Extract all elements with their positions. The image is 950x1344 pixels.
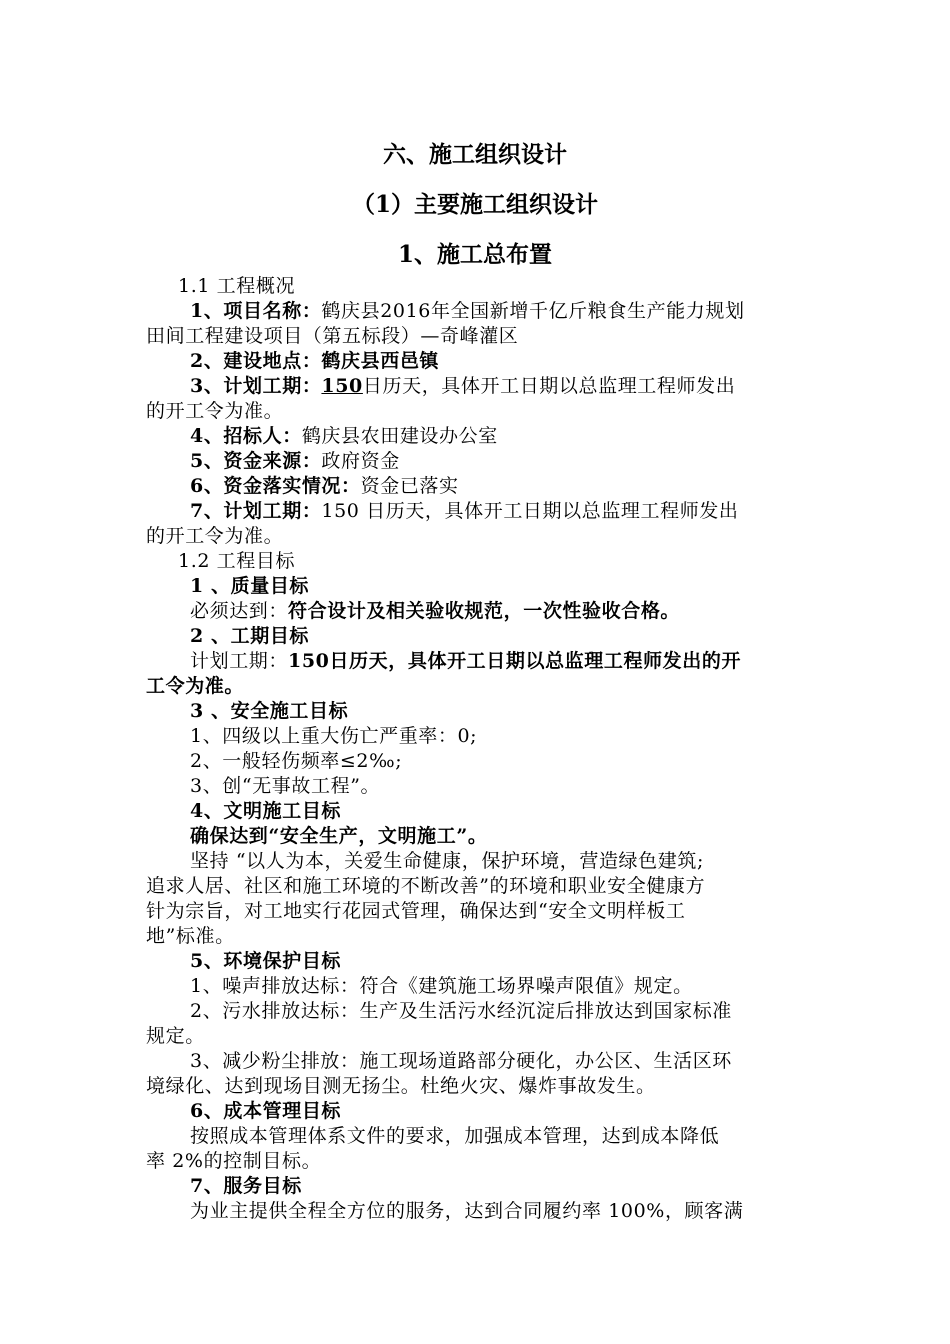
item-value: 150 日历天，具体开工日期以总监理工程师发出: [321, 500, 739, 522]
item-value: 资金已落实: [360, 475, 459, 497]
item-label: 3、计划工期：: [190, 375, 322, 397]
goal-schedule-title: 2 、工期目标: [190, 625, 310, 647]
goal-env-line-2: 2、污水排放达标：生产及生活污水经沉淀后排放达到国家标准: [190, 1000, 732, 1022]
goal-safety-line-3: 3、创“无事故工程”。: [190, 775, 381, 797]
item-label: 4、招标人：: [190, 425, 302, 447]
item-schedule: [190, 374, 735, 399]
heading-1-2: 1.2 工程目标: [178, 550, 296, 572]
item-project-name: [190, 299, 745, 324]
goal-civil-para-2: 追求人居、社区和施工环境的不断改善”的环境和职业安全健康方: [146, 875, 706, 897]
goal-value: 150日历天，具体开工日期以总监理工程师发出的开: [288, 650, 742, 672]
item-label: 1、项目名称：: [190, 300, 322, 322]
goal-prefix: 必须达到：: [190, 600, 289, 622]
goal-schedule-text-cont: 工令为准。: [146, 675, 245, 697]
goal-safety-title: 3 、安全施工目标: [190, 700, 349, 722]
item-fund-source: [190, 449, 400, 474]
goal-service-line-1: 为业主提供全程全方位的服务，达到合同履约率 100%，顾客满: [190, 1200, 744, 1222]
item-schedule-2: [190, 499, 739, 524]
goal-prefix: 计划工期：: [190, 650, 289, 672]
goal-env-line-3: 3、减少粉尘排放：施工现场道路部分硬化，办公区、生活区环: [190, 1050, 732, 1072]
heading-1-1: 1.1 工程概况: [178, 275, 296, 297]
goal-env-line-1: 1、噪声排放达标：符合《建筑施工场界噪声限值》规定。: [190, 975, 693, 997]
item-label: 7、计划工期：: [190, 500, 322, 522]
item-value: 鹤庆县西邑镇: [321, 350, 440, 372]
goal-value: 符合设计及相关验收规范，一次性验收合格。: [288, 600, 681, 622]
item-project-name-cont: 田间工程建设项目（第五标段）—奇峰灌区: [146, 325, 519, 347]
goal-civil-title: 4、文明施工目标: [190, 800, 342, 822]
goal-cost-line-1: 按照成本管理体系文件的要求，加强成本管理，达到成本降低: [190, 1125, 720, 1147]
item-label: 6、资金落实情况：: [190, 475, 361, 497]
goal-cost-line-2: 率 2%的控制目标。: [146, 1150, 322, 1172]
goal-env-title: 5、环境保护目标: [190, 950, 342, 972]
goal-safety-line-1: 1、四级以上重大伤亡严重率：0;: [190, 725, 478, 747]
goal-quality-text: [190, 599, 680, 624]
goal-cost-title: 6、成本管理目标: [190, 1100, 342, 1122]
goal-quality-title: 1 、质量目标: [190, 575, 310, 597]
goal-service-title: 7、服务目标: [190, 1175, 302, 1197]
item-schedule-2-cont: 的开工令为准。: [146, 525, 284, 547]
item-label: 2、建设地点：: [190, 350, 322, 372]
item-value: 日历天，具体开工日期以总监理工程师发出: [362, 375, 736, 397]
subsection-heading: 1、施工总布置: [397, 241, 552, 268]
item-schedule-cont: 的开工令为准。: [146, 400, 284, 422]
item-fund-status: [190, 474, 459, 499]
goal-env-line-3-cont: 境绿化、达到现场目测无扬尘。杜绝火灾、爆炸事故发生。: [146, 1075, 656, 1097]
goal-civil-para-1: 坚持 “以人为本，关爱生命健康，保护环境，营造绿色建筑;: [190, 850, 704, 872]
item-value: 鹤庆县农田建设办公室: [301, 425, 498, 447]
item-value: 政府资金: [321, 450, 400, 472]
goal-civil-para-4: 地”标准。: [146, 925, 235, 947]
item-value: 鹤庆县2016年全国新增千亿斤粮食生产能力规划: [321, 300, 745, 322]
item-tenderer: [190, 424, 498, 449]
item-label: 5、资金来源：: [190, 450, 322, 472]
schedule-days: 150: [321, 375, 363, 397]
goal-safety-line-2: 2、一般轻伤频率≤2‰;: [190, 750, 403, 772]
goal-civil-line-1: 确保达到“安全生产，文明施工”。: [190, 825, 488, 847]
goal-env-line-2-cont: 规定。: [146, 1025, 205, 1047]
goal-schedule-text: [190, 649, 741, 674]
item-location: [190, 349, 439, 374]
goal-civil-para-3: 针为宗旨，对工地实行花园式管理，确保达到“安全文明样板工: [146, 900, 686, 922]
section-heading: （1）主要施工组织设计: [351, 191, 598, 218]
chapter-heading: 六、施工组织设计: [383, 141, 567, 168]
